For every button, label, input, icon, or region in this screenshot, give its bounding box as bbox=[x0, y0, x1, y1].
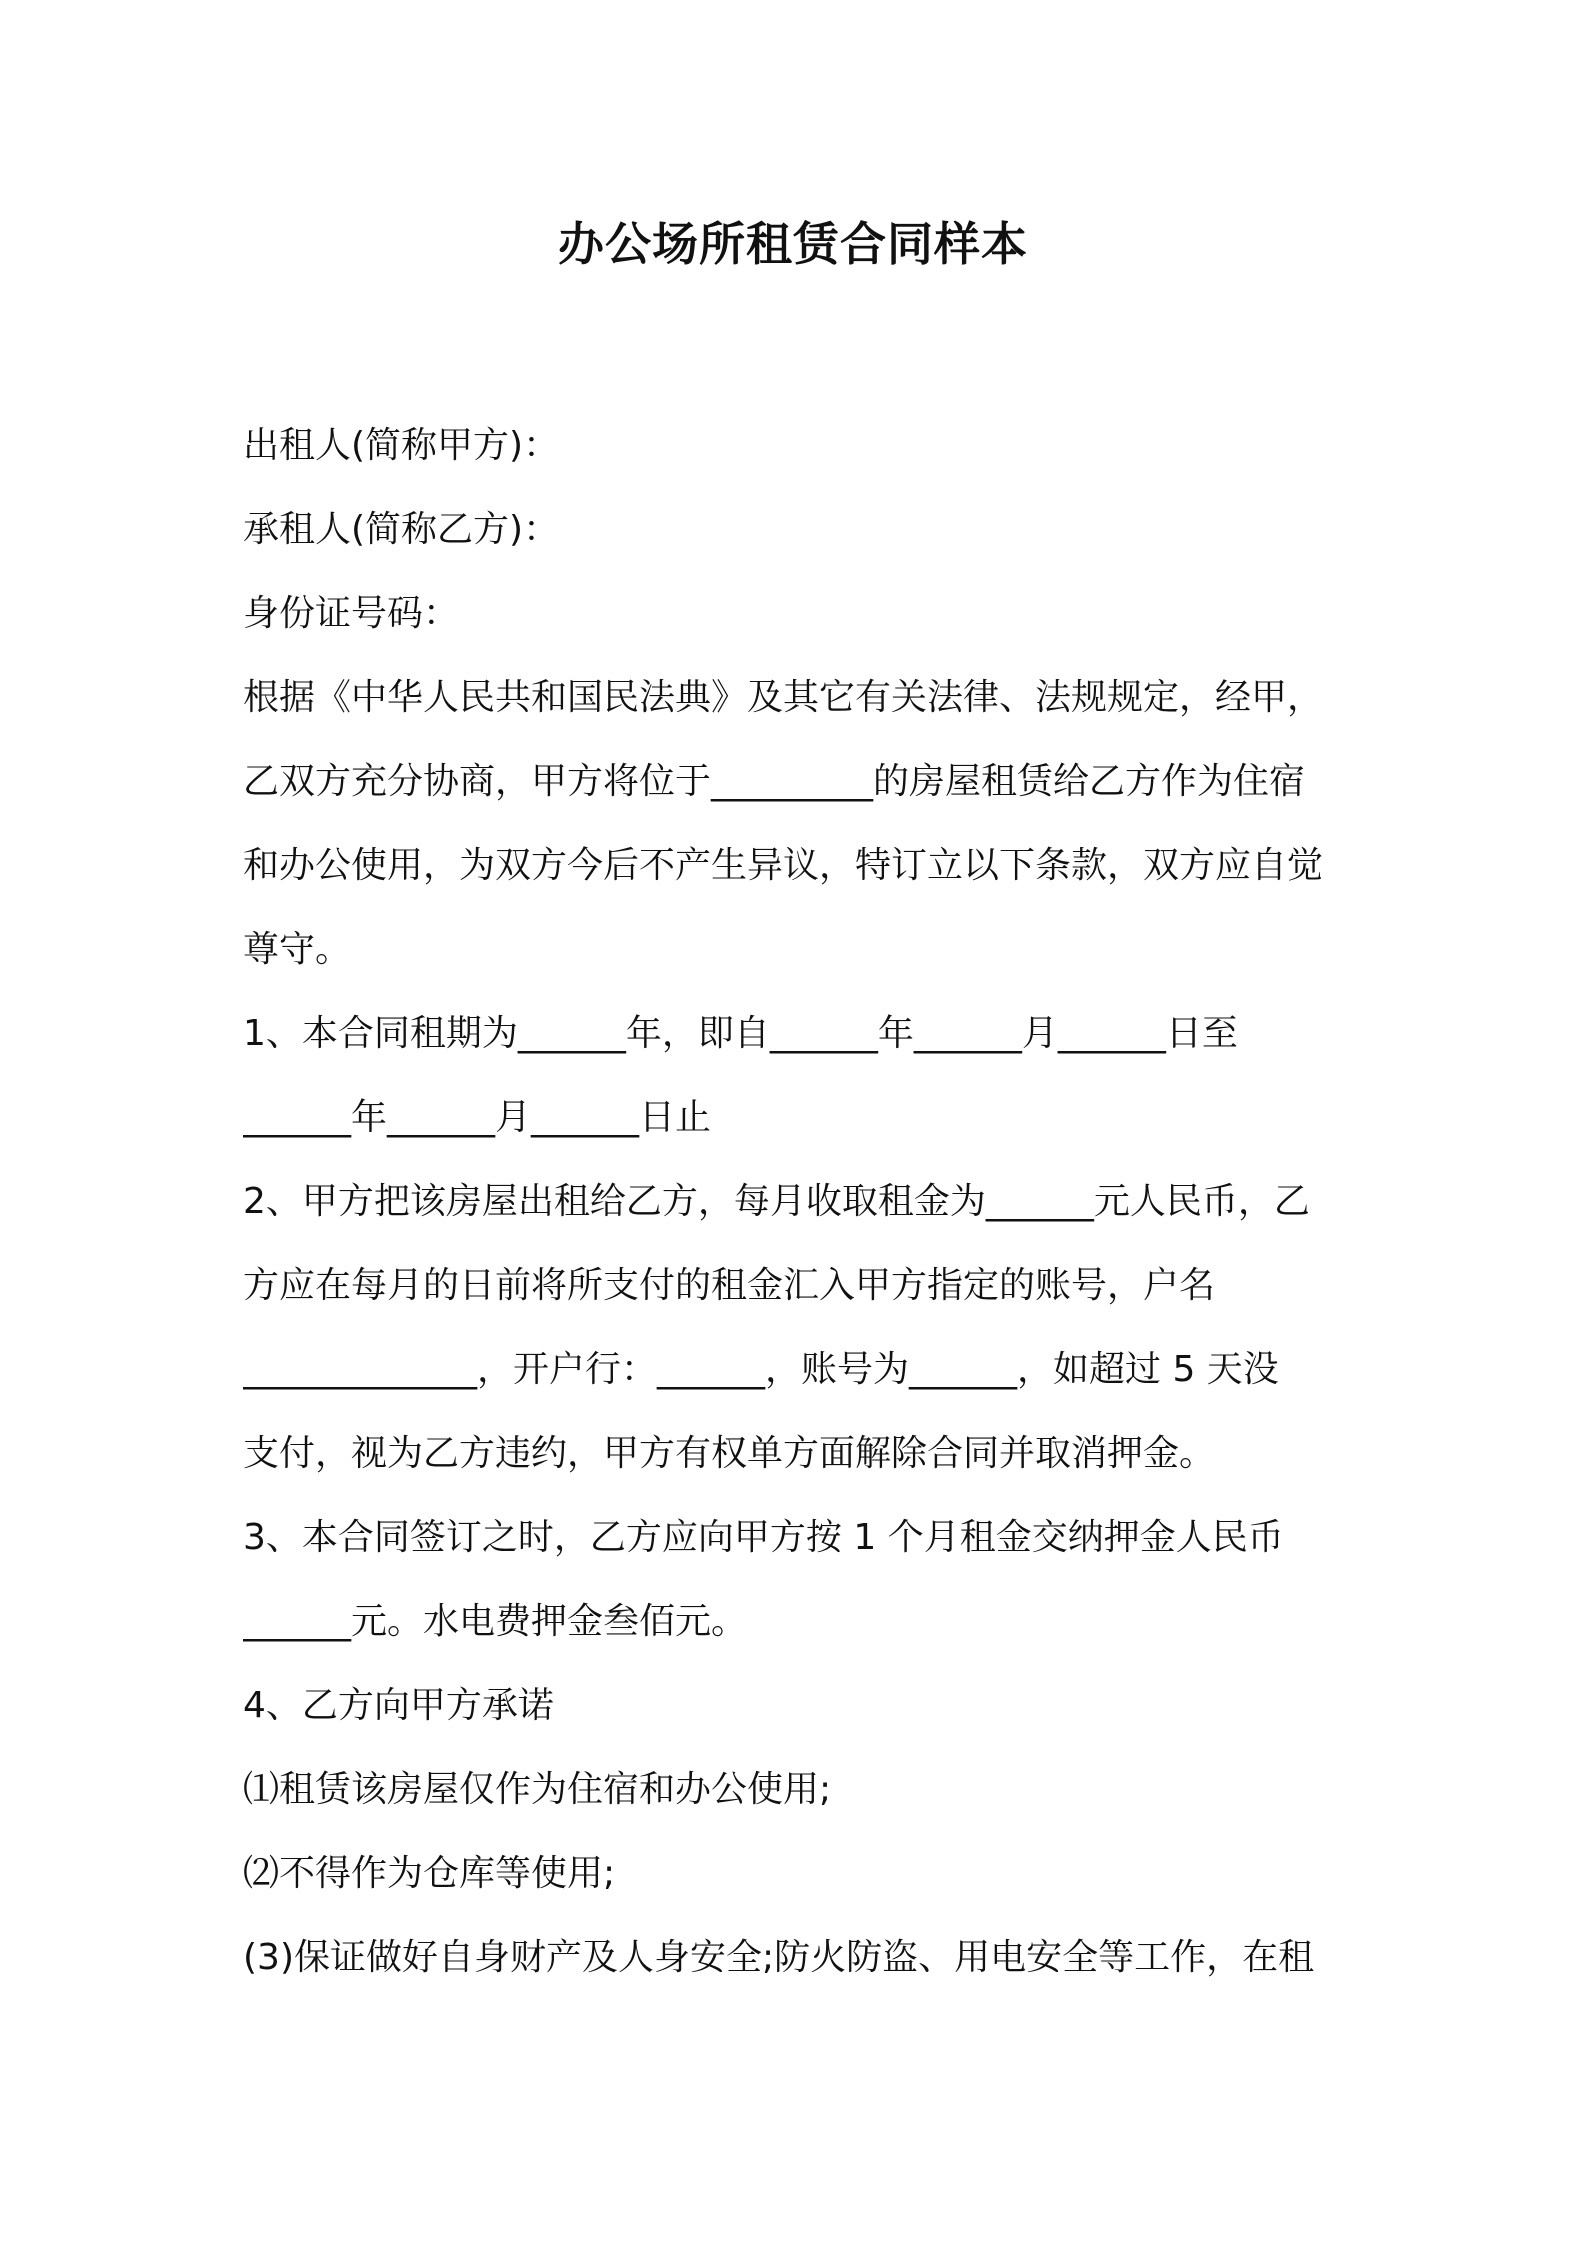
lessor-line: 出租人(简称甲方)： bbox=[243, 425, 560, 466]
clause-3-line-2: ______元。水电费押金叁佰元。 bbox=[243, 1601, 748, 1642]
clause-1-line-2: ______年______月______日止 bbox=[243, 1097, 712, 1138]
preamble-line-4: 尊守。 bbox=[243, 929, 352, 970]
clause-2-line-2: 方应在每月的日前将所支付的租金汇入甲方指定的账号，户名 bbox=[243, 1265, 1216, 1306]
clause-2-line-4: 支付，视为乙方违约，甲方有权单方面解除合同并取消押金。 bbox=[243, 1433, 1216, 1474]
document-body bbox=[243, 404, 1363, 2000]
clause-2-line-1: 2、甲方把该房屋出租给乙方，每月收取租金为______元人民币，乙 bbox=[243, 1181, 1310, 1222]
document-title: 办公场所租赁合同样本 bbox=[558, 217, 1028, 271]
clause-4-item-3: (3)保证做好自身财产及人身安全;防火防盗、用电安全等工作，在租 bbox=[243, 1937, 1315, 1978]
clause-1-line-1: 1、本合同租期为______年，即自______年______月______日至 bbox=[243, 1013, 1238, 1054]
preamble-line-1: 根据《中华人民共和国民法典》及其它有关法律、法规规定，经甲， bbox=[243, 677, 1324, 718]
lessee-line: 承租人(简称乙方)： bbox=[243, 509, 560, 550]
clause-4-item-2: ⑵不得作为仓库等使用; bbox=[243, 1853, 616, 1894]
preamble-line-3: 和办公使用，为双方今后不产生异议，特订立以下条款，双方应自觉 bbox=[243, 845, 1324, 886]
preamble-line-2: 乙双方充分协商，甲方将位于_________的房屋租赁给乙方作为住宿 bbox=[243, 761, 1306, 802]
clause-2-line-3: _____________，开户行：______，账号为______，如超过 5 天没 bbox=[243, 1349, 1279, 1390]
clause-4-item-1: ⑴租赁该房屋仅作为住宿和办公使用; bbox=[243, 1769, 832, 1810]
clause-4-heading: 4、乙方向甲方承诺 bbox=[243, 1685, 554, 1726]
id-number-line: 身份证号码： bbox=[243, 593, 460, 634]
clause-3-line-1: 3、本合同签订之时，乙方应向甲方按 1 个月租金交纳押金人民币 bbox=[243, 1517, 1284, 1558]
